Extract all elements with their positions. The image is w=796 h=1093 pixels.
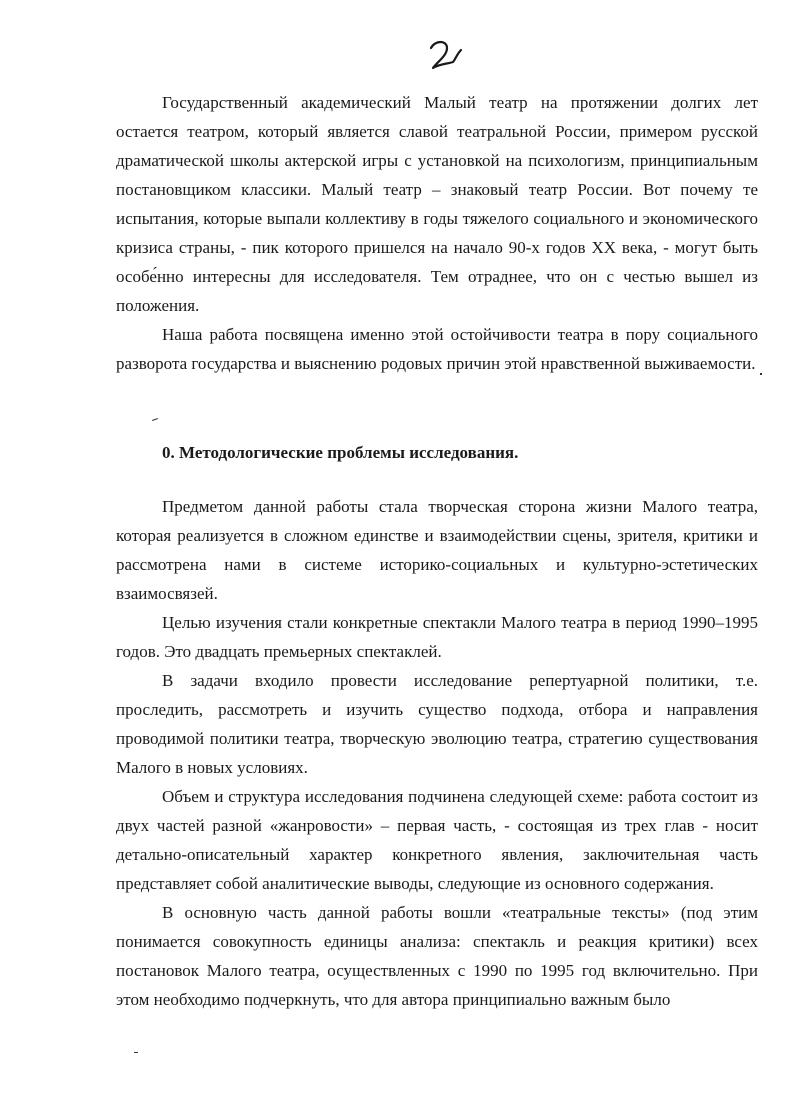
section-paragraph-1: Предметом данной работы стала творческая сторона жизни Малого театра, которая реализуется в сложном единстве и взаимодействии сцены, зрителя, критики и рассмотрена нами в системе историко-социальных и культурно-эстетических взаимосвязей. (116, 497, 758, 603)
stray-mark (152, 418, 158, 421)
handwritten-number-icon (425, 36, 465, 76)
section-heading: 0. Методологические проблемы исследования. (162, 443, 519, 462)
section-paragraph-2: Целью изучения стали конкретные спектакли Малого театра в период 1990–1995 годов. Это двадцать премьерных спектаклей. (116, 613, 758, 661)
intro-text (116, 88, 758, 378)
handwritten-page-number (425, 36, 465, 76)
intro-paragraph-2: Наша работа посвящена именно этой остойчивости театра в пору социального разворота государства и выяснению родовых причин этой нравственной выживаемости. (116, 325, 758, 373)
stray-mark (760, 373, 762, 375)
intro-paragraph-1: Государственный академический Малый театр на протяжении долгих лет остается театром, который является славой театральной России, примером русской драматической школы актерской игры с установкой на психологизм, принципиальным постановщиком классики. Малый театр – знаковый театр России. Вот почему те испытания, которые выпали коллективу в годы тяжелого социального и экономического кризиса страны, - пик которого пришелся на начало 90-х годов XX века, - могут быть особе́нно интересны для исследователя. Тем отраднее, что он с честью вышел из положения. (116, 93, 758, 315)
section-paragraph-3: В задачи входило провести исследование репертуарной политики, т.е. проследить, рассмотреть и изучить существо подхода, отбора и направления проводимой политики театра, творческую эволюцию театра, стратегию существования Малого в новых условиях. (116, 671, 758, 777)
section-text (116, 492, 758, 1014)
stray-mark (134, 1052, 138, 1053)
section-paragraph-4: Объем и структура исследования подчинена следующей схеме: работа состоит из двух частей разной «жанровости» – первая часть, - состоящая из трех глав - носит детально-описательный характер конкретного явления, заключительная часть представляет собой аналитические выводы, следующие из основного содержания. (116, 787, 758, 893)
section-paragraph-5: В основную часть данной работы вошли «театральные тексты» (под этим понимается совокупность единицы анализа: спектакль и реакция критики) всех постановок Малого театра, осуществленных с 1990 по 1995 год включительно. При этом необходимо подчеркнуть, что для автора принципиально важным было (116, 903, 758, 1009)
